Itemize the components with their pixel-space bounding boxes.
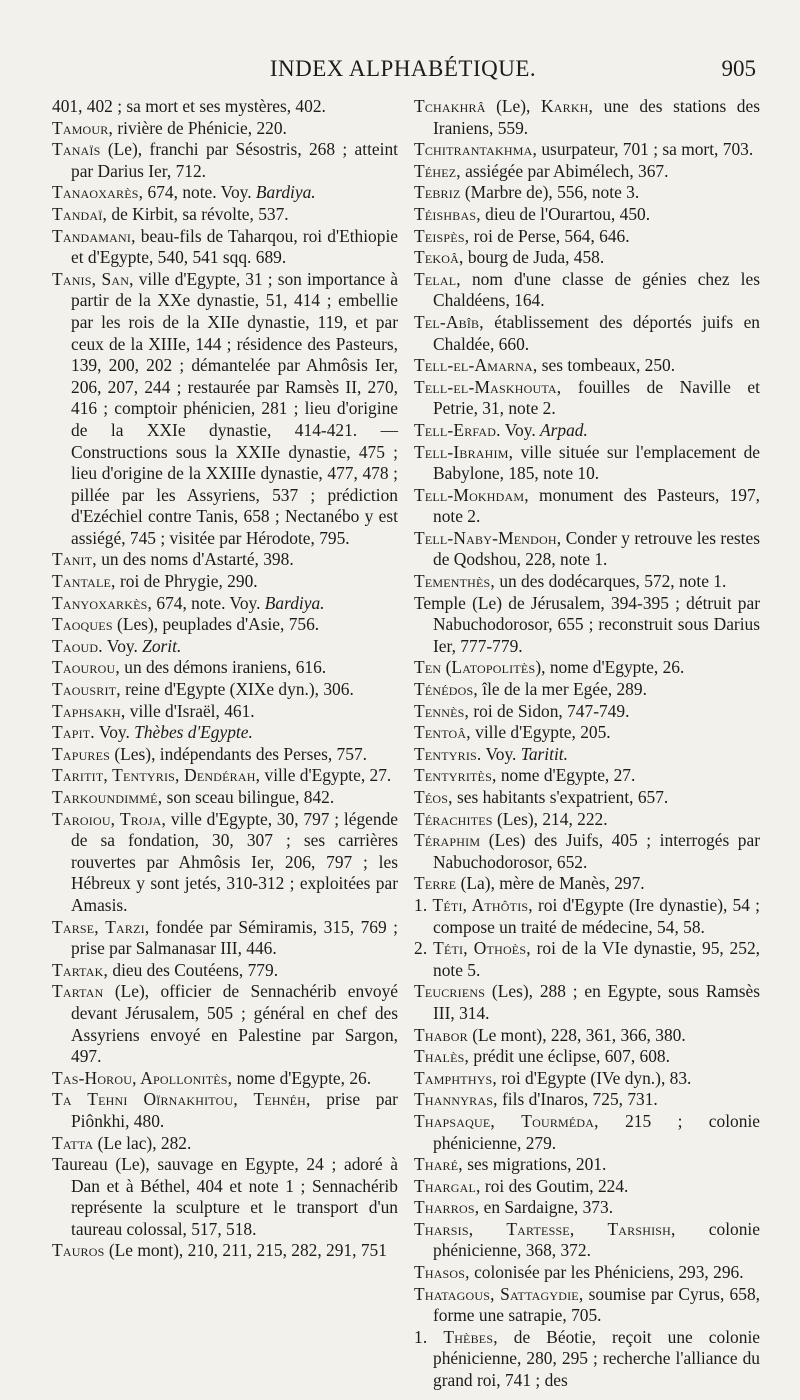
entry-text: ses tombeaux, 250. <box>537 355 676 376</box>
entry-text-tail: ), nome d'Egypte, 26. <box>535 657 685 678</box>
entry-text: Voy. <box>94 722 135 743</box>
entry-text: (Marbre de), 556, note 3. <box>460 182 640 203</box>
entry-text: (Les), 288 ; en Egypte, sous Ramsès III, 314. <box>433 981 760 1023</box>
entry-text: roi d'Egypte (IVe dyn.), 83. <box>496 1067 692 1088</box>
index-entry <box>414 787 760 809</box>
index-entry <box>52 139 398 182</box>
index-entry <box>414 355 760 377</box>
index-column-right <box>414 96 760 1392</box>
entry-heading: Tanaoxarès, <box>52 182 144 203</box>
entry-text: de Kirbit, sa révolte, 537. <box>107 203 289 224</box>
entry-text: fils d'Inaros, 725, 731. <box>497 1089 658 1110</box>
entry-heading: Tartak, <box>52 959 109 980</box>
entry-text: de Béotie, reçoit une colonie phénicienne, 280, 295 ; recherche l'alliance du grand roi, 741 ; des <box>433 1326 760 1391</box>
entry-text: (Les), peuplades d'Asie, 756. <box>112 614 320 635</box>
entry-text: rivière de Phénicie, 220. <box>113 117 287 138</box>
entry-heading: Tentyris. <box>414 743 482 764</box>
entry-text: (Les), 214, 222. <box>492 808 608 829</box>
entry-heading: Terre <box>414 873 457 894</box>
index-entry <box>414 1197 760 1219</box>
page-number: 905 <box>721 56 756 81</box>
entry-heading: Taourou, <box>52 657 120 678</box>
index-entry <box>414 571 760 593</box>
index-entry <box>414 96 760 139</box>
entry-heading: Tell-Mokhdam, <box>414 484 529 505</box>
index-entry <box>414 312 760 355</box>
entry-text: (Les) des Juifs, 405 ; interrogés par Nabuchodorosor, 652. <box>433 830 760 872</box>
index-entry <box>52 182 398 204</box>
entry-text: 401, 402 ; sa mort et ses mystères, 402. <box>52 96 326 116</box>
index-entry <box>414 722 760 744</box>
entry-heading: Tentoâ, <box>414 722 471 743</box>
entry-text: (Le), officier de Sennachérib envoyé devant Jérusalem, 505 ; général en chef des Assyriens envoyé en Palestine par Sargon, 497. <box>71 981 398 1067</box>
entry-text: ville d'Egypte, 31 ; son importance à partir de la XXe dynastie, 51, 414 ; embellie par les rois de la XIIe dynastie, 119, et par ceux de la XIIIe, 144 ; résidence des Pasteurs, 139, 200, 202 ; démantelée par Ahmôsis Ier, 206, 207, 244 ; restaurée par Ramsès II, 270, 416 ; comptoir phénicien, 281 ; lieu d'origine de la XXIe dynastie, 414-421. — Constructions sous la XXIIe dynastie, 475 ; lieu d'origine de la XXIIIe dynastie, 477, 478 ; pillée par les Assyriens, 537 ; prédiction d'Ezéchiel contre Tanis, 658 ; Nectanébo y est assiégé, 745 ; visitée par Hérodote, 795. <box>71 268 398 548</box>
index-entry <box>52 118 398 140</box>
entry-text: colonisée par les Phéniciens, 293, 296. <box>469 1262 744 1283</box>
index-entry <box>414 679 760 701</box>
entry-text: (Le), franchi par Sésostris, 268 ; atteint par Darius Ier, 712. <box>71 139 398 181</box>
entry-text: ses habitants s'expatrient, 657. <box>452 787 669 807</box>
entry-heading: Ta Tehni Oïrnakhitou, Tehnéh, <box>52 1089 311 1110</box>
index-entry <box>414 204 760 226</box>
entry-text: Voy. <box>500 419 541 440</box>
entry-heading: Teispès, <box>414 225 470 246</box>
index-entry <box>52 787 398 809</box>
entry-text: roi d'Egypte (Ire dynastie), 54 ; compose un traité de médecine, 54, 58. <box>433 894 761 937</box>
index-entry <box>52 809 398 917</box>
index-entry <box>414 873 760 895</box>
entry-heading: Taphsakh, <box>52 700 126 721</box>
entry-heading: Thalès, <box>414 1046 470 1067</box>
entry-cross-reference: Bardiya. <box>255 182 316 203</box>
index-entry <box>52 1089 398 1132</box>
entry-text: son sceau bilingue, 842. <box>162 787 335 807</box>
index-entry <box>414 1068 760 1090</box>
index-entry <box>414 377 760 420</box>
index-entry <box>52 765 398 787</box>
entry-cross-reference: Arpad. <box>540 419 588 440</box>
entry-heading: Tharsis, Tartesse, Tarshish, <box>414 1218 676 1239</box>
entry-text: prédit une éclipse, 607, 608. <box>469 1046 670 1067</box>
entry-heading: Tel-Abîb, <box>414 311 484 332</box>
index-entry <box>52 1133 398 1155</box>
index-entry <box>414 895 760 938</box>
index-entry <box>414 1262 760 1284</box>
entry-text: un des noms d'Astarté, 398. <box>96 549 294 570</box>
index-entry <box>414 1327 760 1392</box>
index-entry <box>414 1089 760 1111</box>
entry-text: beau-fils de Taharqou, roi d'Ethiopie et d'Egypte, 540, 541 sqq. 689. <box>71 225 398 268</box>
entry-heading: Thapsaque, Tourméda, <box>414 1110 599 1131</box>
entry-heading: Ten <box>414 657 442 678</box>
entry-text: ville d'Israël, 461. <box>125 700 255 721</box>
entry-heading: Telal, <box>414 268 461 289</box>
index-entry <box>414 593 760 658</box>
index-entry <box>414 744 760 766</box>
entry-text: ville d'Egypte, 27. <box>260 765 392 786</box>
index-entry <box>52 722 398 744</box>
entry-text: dieu des Coutéens, 779. <box>108 959 279 980</box>
entry-text: 674, note. Voy. <box>152 592 265 613</box>
entry-text: en Sardaigne, 373. <box>479 1197 614 1218</box>
index-entry <box>414 485 760 528</box>
index-entry <box>414 420 760 442</box>
entry-heading: Téhez, <box>414 160 461 181</box>
entry-heading: Thatagous, Sattagydie, <box>414 1283 584 1304</box>
entry-text: Voy. <box>481 743 521 764</box>
entry-text: Voy. <box>102 635 143 656</box>
entry-text: (Le mont), 228, 361, 366, 380. <box>467 1024 686 1045</box>
entry-text: colonie phénicienne, 368, 372. <box>433 1218 760 1261</box>
entry-heading: Taroiou, Troja, <box>52 808 167 829</box>
entry-heading: Tamphthys, <box>414 1067 497 1088</box>
entry-text: Taureau (Le), sauvage en Egypte, 24 ; adoré à Dan et à Béthel, 404 et note 1 ; Sennachérib représente la sculpture et le transport d'un taureau colossal, 517, 518. <box>52 1154 398 1239</box>
entry-text: roi de la VIe dynastie, 95, 252, note 5. <box>433 938 760 980</box>
entry-text: bourg de Juda, 458. <box>463 247 605 268</box>
running-header <box>50 56 756 90</box>
entry-text: monument des Pasteurs, 197, note 2. <box>433 484 760 527</box>
index-entry <box>52 571 398 593</box>
entry-heading: Thannyras, <box>414 1089 498 1110</box>
entry-heading: Tchitrantakhma, <box>414 139 538 160</box>
entry-heading: Teucriens <box>414 981 486 1002</box>
entry-text: roi des Goutim, 224. <box>480 1175 629 1196</box>
entry-text: (La), mère de Manès, 297. <box>456 873 645 894</box>
index-entry <box>414 701 760 723</box>
entry-text: ses migrations, 201. <box>462 1154 607 1175</box>
index-entry <box>52 1154 398 1240</box>
index-entry <box>52 981 398 1067</box>
entry-text: ville située sur l'emplacement de Babylone, 185, note 10. <box>433 441 760 484</box>
entry-heading: Tapit. <box>52 722 95 743</box>
entry-heading: Tell-el-Amarna, <box>414 355 538 376</box>
entry-text: ( <box>441 657 452 678</box>
entry-text: assiégée par Abimélech, 367. <box>460 160 669 181</box>
entry-text: un des dodécarques, 572, note 1. <box>494 571 727 592</box>
entry-heading: Tanaïs <box>52 139 101 160</box>
index-entry <box>414 528 760 571</box>
entry-heading: Tauros <box>52 1240 105 1261</box>
entry-heading: Taritit, Tentyris, Dendérah, <box>52 765 261 786</box>
entry-heading: Téos, <box>414 787 453 807</box>
entry-text: nome d'Egypte, 27. <box>496 765 636 786</box>
index-column-left <box>52 96 398 1262</box>
entry-text: (Le lac), 282. <box>93 1132 192 1153</box>
entry-text: fouilles de Naville et Petrie, 31, note 2. <box>433 376 760 419</box>
index-entry <box>414 830 760 873</box>
index-entry <box>52 701 398 723</box>
entry-cross-reference: Zorit. <box>142 635 182 656</box>
entry-heading: Tatta <box>52 1132 94 1153</box>
index-entry <box>52 204 398 226</box>
entry-heading: Taoques <box>52 614 113 635</box>
entry-heading: Tentyritès, <box>414 765 497 786</box>
entry-cross-reference: Taritit. <box>520 743 568 764</box>
entry-cross-reference: Bardiya. <box>264 592 325 613</box>
entry-text: roi de Phrygie, 290. <box>115 571 258 592</box>
entry-heading: Tchakhrâ <box>414 96 486 116</box>
entry-heading: Thargal, <box>414 1175 481 1196</box>
index-entry <box>52 679 398 701</box>
entry-heading: 1. Téti, Athôtis, <box>414 894 533 915</box>
index-entry <box>414 1219 760 1262</box>
entry-heading: Tell-Ibrahim, <box>414 441 514 462</box>
entry-heading: Tandamani, <box>52 225 136 246</box>
entry-text: (Le mont), 210, 211, 215, 282, 291, 751 <box>104 1240 387 1261</box>
index-entry <box>414 938 760 981</box>
entry-heading: Tell-Erfad. <box>414 419 501 440</box>
index-entry <box>414 1046 760 1068</box>
entry-heading: Tementhès, <box>414 571 495 592</box>
index-entry <box>414 161 760 183</box>
entry-heading: Tharé, <box>414 1154 463 1175</box>
entry-text: ville d'Egypte, 205. <box>470 722 611 743</box>
index-entry <box>52 593 398 615</box>
entry-text: nome d'Egypte, 26. <box>232 1067 372 1088</box>
index-entry <box>52 1068 398 1090</box>
index-entry <box>414 657 760 679</box>
entry-heading: Tharros, <box>414 1197 480 1218</box>
entry-heading: Tennès, <box>414 700 470 721</box>
entry-text: un des démons iraniens, 616. <box>119 657 327 678</box>
entry-heading: Térachites <box>414 808 493 829</box>
entry-text: roi de Perse, 564, 646. <box>469 225 630 246</box>
index-entry <box>414 809 760 831</box>
index-entry <box>52 960 398 982</box>
entry-heading: Tarkoundimmé, <box>52 787 163 807</box>
index-entry <box>414 1176 760 1198</box>
entry-heading: Thabor <box>414 1024 468 1045</box>
index-entry <box>414 1154 760 1176</box>
entry-heading-secondary: Latopolitès <box>451 657 536 678</box>
entry-heading: 1. Thèbes, <box>414 1326 498 1347</box>
index-entry <box>52 1240 398 1262</box>
entry-heading: Tartan <box>52 981 104 1002</box>
entry-text: reine d'Egypte (XIXe dyn.), 306. <box>120 679 354 700</box>
entry-heading: Taoud. <box>52 635 103 656</box>
entry-text: (Les), indépendants des Perses, 757. <box>110 743 367 764</box>
entry-text: Temple (Le) de Jérusalem, 394-395 ; détruit par Nabuchodorosor, 655 ; reconstruit sous Darius Ier, 777-779. <box>414 592 760 656</box>
index-entry <box>52 96 398 118</box>
entry-text: Conder y retrouve les restes de Qodshou, 228, note 1. <box>433 527 760 570</box>
index-entry <box>52 226 398 269</box>
index-entry <box>414 1111 760 1154</box>
entry-text: nom d'une classe de génies chez les Chaldéens, 164. <box>433 268 760 311</box>
index-entry <box>414 226 760 248</box>
entry-heading: Thasos, <box>414 1262 470 1283</box>
entry-text: 674, note. Voy. <box>143 182 256 203</box>
entry-heading: Tas-Horou, Apollonitès, <box>52 1067 233 1088</box>
index-entry <box>414 247 760 269</box>
index-entry <box>52 744 398 766</box>
entry-heading: Téraphim <box>414 830 481 851</box>
entry-heading: Tanit, <box>52 549 97 570</box>
index-entry <box>52 657 398 679</box>
entry-text-tail: une des stations des Iraniens, 559. <box>433 96 760 138</box>
index-entry <box>414 139 760 161</box>
entry-text: prise par Piônkhi, 480. <box>71 1089 398 1131</box>
entry-heading: Tandaï, <box>52 203 108 224</box>
entry-heading: Taousrit, <box>52 679 121 700</box>
entry-text: dieu de l'Ourartou, 450. <box>480 203 651 224</box>
entry-heading: Tantale, <box>52 571 116 592</box>
entry-cross-reference: Thèbes d'Egypte. <box>134 722 253 743</box>
index-entry <box>414 442 760 485</box>
entry-text: usurpateur, 701 ; sa mort, 703. <box>537 139 754 160</box>
index-entry <box>52 549 398 571</box>
entry-heading: Tekoâ, <box>414 247 464 268</box>
entry-text: île de la mer Egée, 289. <box>477 679 647 700</box>
index-entry <box>414 1284 760 1327</box>
entry-heading: Tarse, Tarzi, <box>52 916 150 937</box>
index-entry <box>52 614 398 636</box>
page-title: INDEX ALPHABÉTIQUE. <box>269 56 537 81</box>
entry-text: (Le), <box>485 96 541 116</box>
index-entry <box>52 269 398 550</box>
index-entry <box>52 636 398 658</box>
index-entry <box>414 981 760 1024</box>
entry-text: fondée par Sémiramis, 315, 769 ; prise par Salmanasar III, 446. <box>71 916 398 959</box>
index-entry <box>414 182 760 204</box>
entry-text: établissement des déportés juifs en Chaldée, 660. <box>433 311 760 354</box>
entry-heading: Tapures <box>52 743 111 764</box>
entry-heading: Téishbas, <box>414 203 481 224</box>
entry-heading: Tanyoxarkès, <box>52 592 153 613</box>
entry-heading: Tell-el-Maskhouta, <box>414 376 562 397</box>
entry-heading: Ténédos, <box>414 679 478 700</box>
entry-text: roi de Sidon, 747-749. <box>469 700 630 721</box>
index-entry <box>414 765 760 787</box>
index-entry <box>52 917 398 960</box>
index-entry <box>414 269 760 312</box>
index-entry <box>414 1025 760 1047</box>
entry-heading: Tanis, San, <box>52 268 134 289</box>
entry-heading-secondary: Karkh, <box>540 96 594 116</box>
entry-heading: Tell-Naby-Mendoh, <box>414 527 562 548</box>
entry-text: soumise par Cyrus, 658, forme une satrapie, 705. <box>433 1283 760 1326</box>
entry-heading: 2. Téti, Othoès, <box>414 938 531 959</box>
entry-text: ville d'Egypte, 30, 797 ; légende de sa fondation, 30, 307 ; ses carrières rouvertes par Ahmôsis Ier, 206, 797 ; les Hébreux y sont jetés, 310-312 ; exploitées par Amasis. <box>71 808 398 915</box>
entry-text: 215 ; colonie phénicienne, 279. <box>433 1110 760 1153</box>
entry-heading: Tebriz <box>414 182 461 203</box>
entry-heading: Tamour, <box>52 117 114 138</box>
